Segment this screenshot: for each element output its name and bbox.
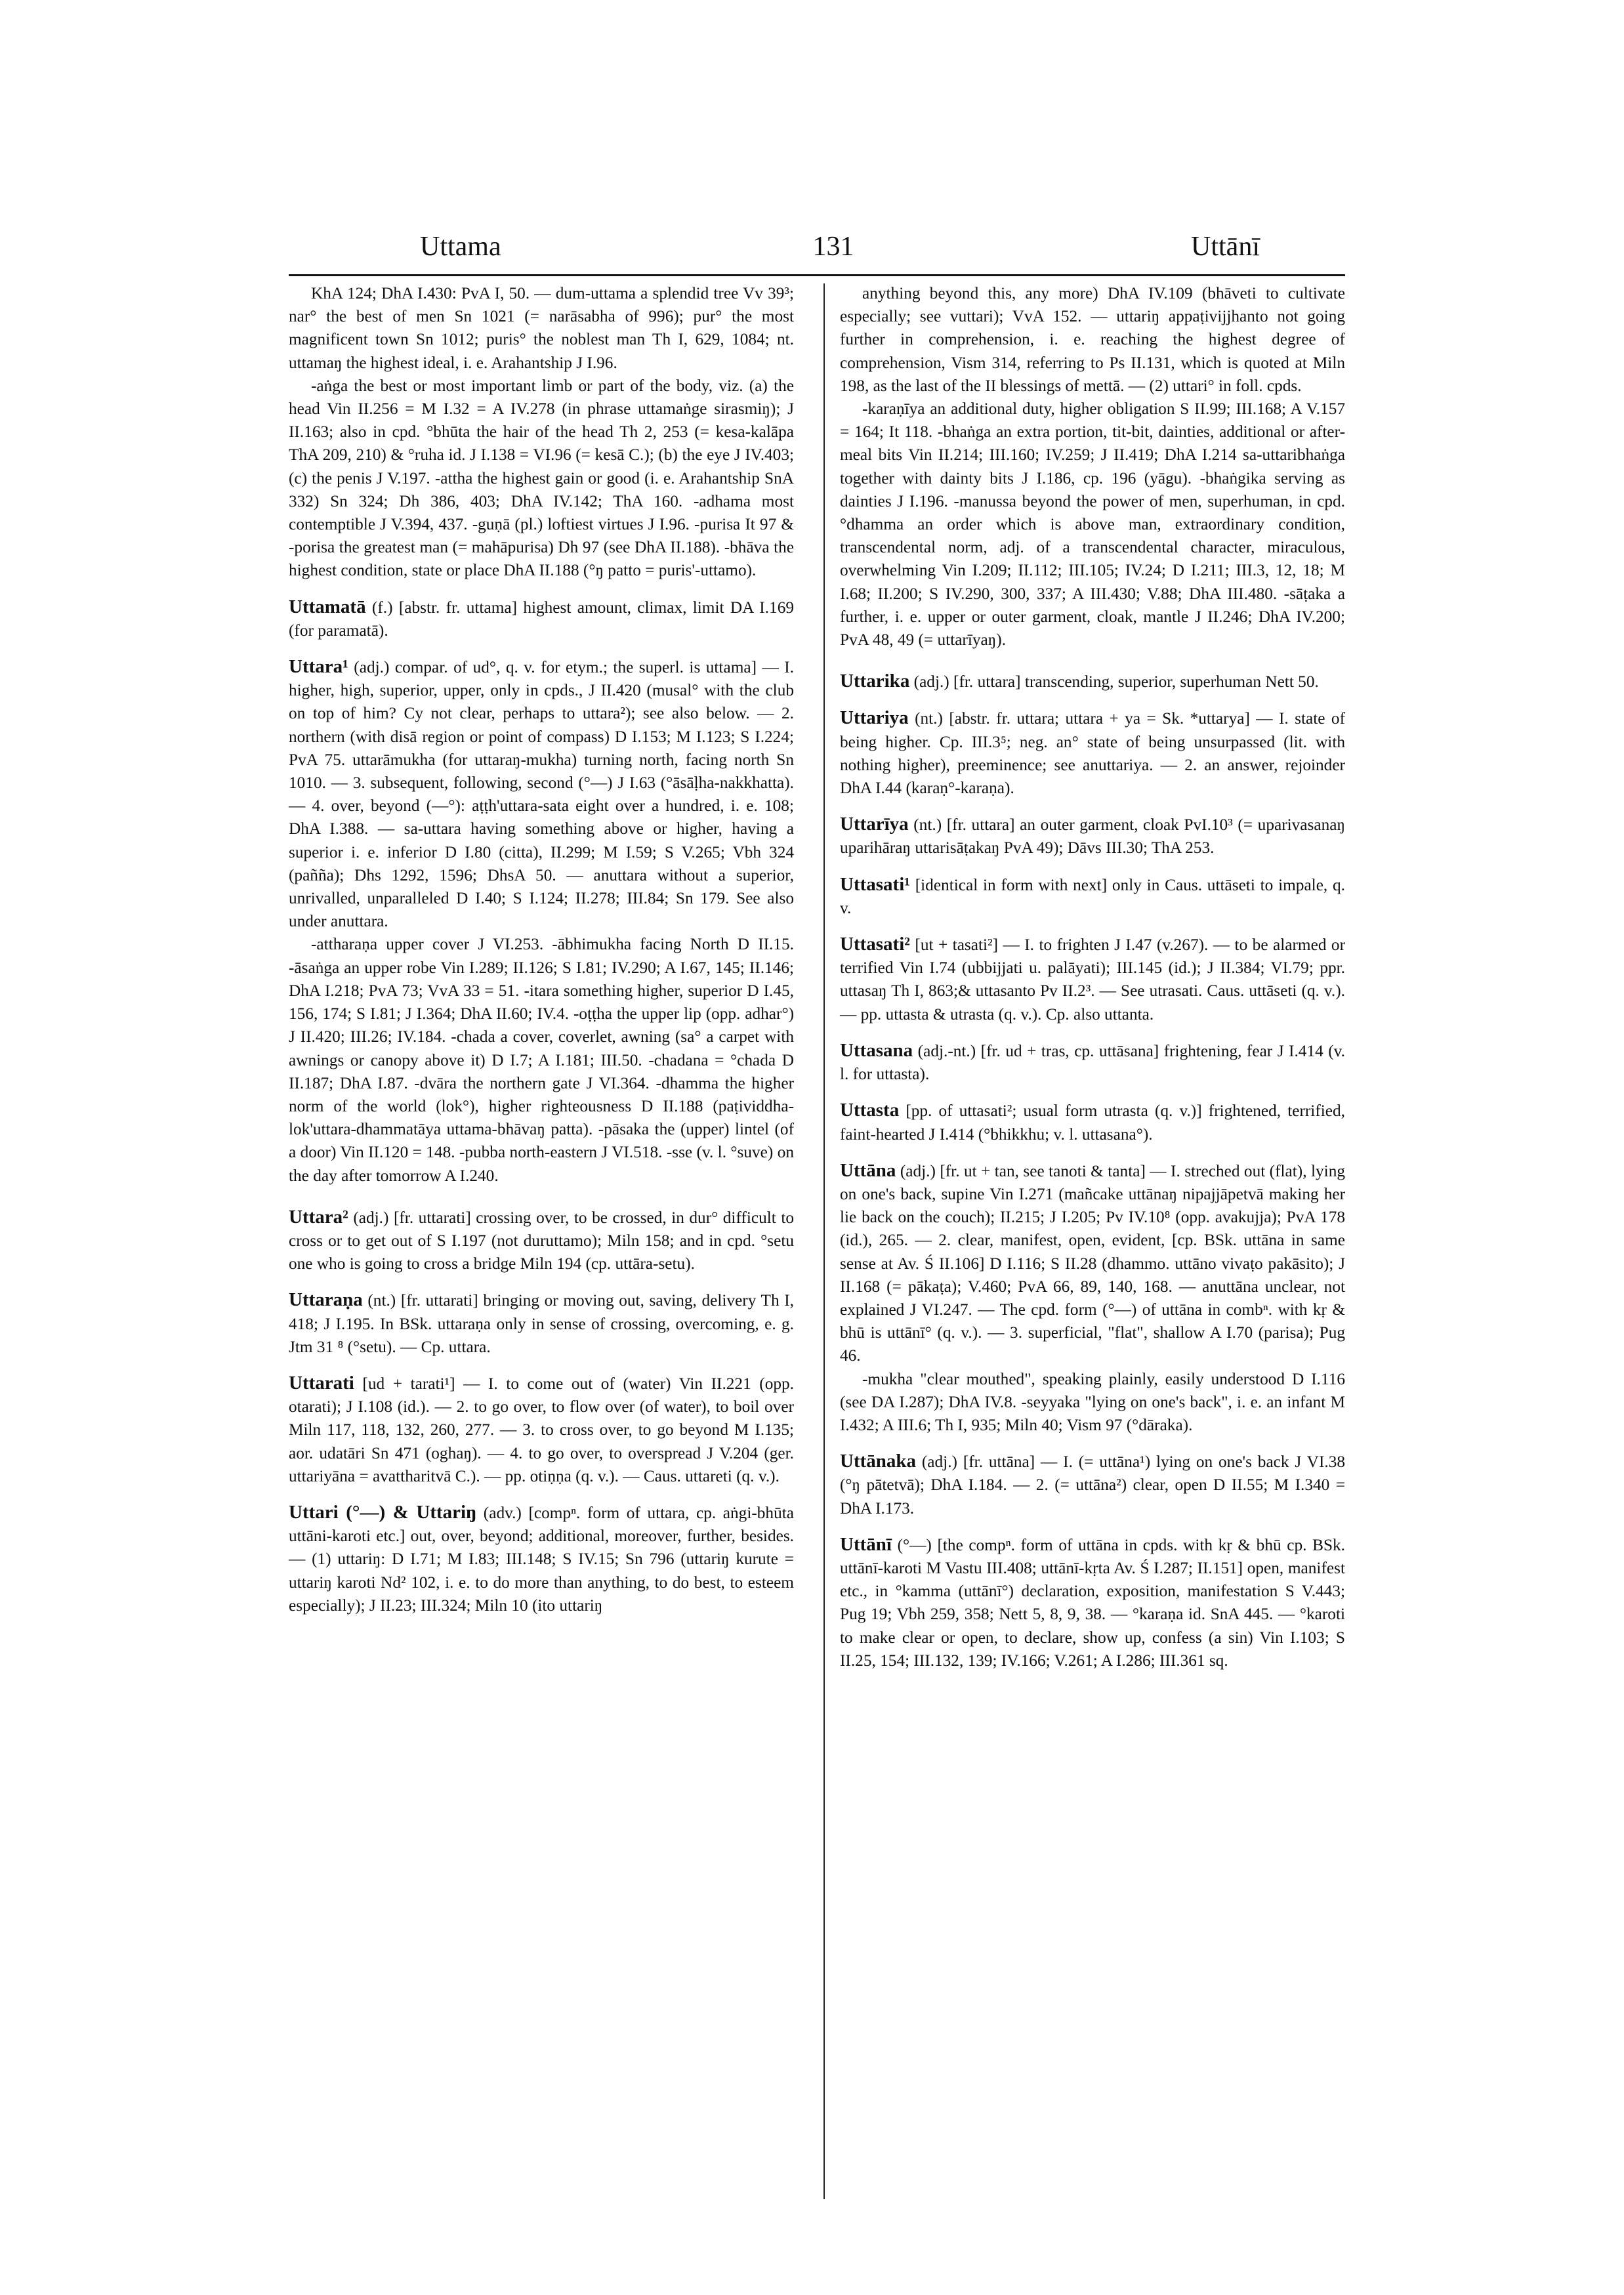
- dictionary-entry: [840, 670, 1345, 693]
- column-divider: [823, 283, 825, 2199]
- entry-headword: Uttasta: [840, 1100, 900, 1121]
- entry-paragraph: KhA 124; DhA I.430: PvA I, 50. — dum-uttama a splendid tree Vv 39³; nar° the best of men Sn 1021 (= narāsabha of 996); pur° the most magnificent town Sn 1012; puris° the noblest man Th I, 629, 1084; nt. uttamaŋ the highest ideal, i. e. Arahantship J I.96.: [289, 284, 794, 372]
- entry-definition: (adj.) [fr. ut + tan, see tanoti & tanta] — I. streched out (flat), lying on one's back, supine Vin I.271 (mañcake uttānaŋ nipajjāpetvā making her lie back on the couch); II.215; J I.205; Pv IV.10⁸ (opp. avakujja); PvA 178 (id.), 265. — 2. clear, manifest, open, evident, [cp. BSk. uttāna in same sense at Av. Ś II.106] D I.116; S II.28 (dhammo. uttāno vivaṭo pakāsito); J II.168 (= pākaṭa); V.460; PvA 66, 89, 140, 168. — anuttāna unclear, not explained J VI.247. — The cpd. form (°—) of uttāna in combⁿ. with kṛ & bhū is uttānī° (q. v.). — 3. superficial, "flat", shallow A I.70 (parisa); Pug 46.: [840, 1161, 1345, 1365]
- entry-headword: Uttarika: [840, 671, 910, 692]
- dictionary-entry: [840, 813, 1345, 859]
- entry-definition: (adj.) compar. of ud°, q. v. for etym.; the superl. is uttama] — I. higher, high, superior, upper, only in cpds., J II.420 (musal° with the club on top of him? Cy not clear, perhaps to uttara²); see also below. — 2. northern (with disā region or point of compass) D I.153; M I.123; S I.224; PvA 75. uttarāmukha (for uttaraŋ-mukha) turning north, facing north Sn 1010. — 3. subsequent, following, second (°—) J I.63 (°āsāḷha-nakkhatta). — 4. over, beyond (—°): aṭṭh'uttara-sata eight over a hundred, i. e. 108; DhA I.388. — sa-uttara having something above or higher, having a superior i. e. inferior D I.80 (citta), II.299; M I.59; S V.265; Vbh 324 (pañña); Dhs 1292, 1596; DhsA 50. — anuttara without a superior, unrivalled, unparalleled D I.40; S I.124; II.278; III.84; Sn 179. See also under anuttara.: [289, 658, 794, 931]
- dictionary-entry: [289, 1206, 794, 1276]
- entry-headword: Uttānaka: [840, 1451, 917, 1472]
- entry-definition: (adj.) [fr. uttarati] crossing over, to be crossed, in dur° difficult to cross or to get out of S I.197 (not duruttamo); Miln 158; and in cpd. °setu one who is going to cross a bridge Miln 194 (cp. uttāra-setu).: [289, 1208, 794, 1273]
- page-header: [420, 231, 1260, 264]
- entry-headword: Uttānī: [840, 1533, 892, 1555]
- entry-definition: (°—) [the compⁿ. form of uttāna in cpds. with kṛ & bhū cp. BSk. uttānī-karoti M Vastu III.408; uttānī-kṛta Av. Ś I.287; II.151] open, manifest etc., in °kamma (uttānī°) declaration, exposition, manifestation S V.443; Pug 19; Vbh 259, 358; Nett 5, 8, 9, 38. — °karaṇa id. SnA 445. — °karoti to make clear or open, to declare, show up, confess (a sin) Vin I.103; S II.25, 154; III.132, 139; IV.166; V.261; A I.286; III.361 sq.: [840, 1535, 1345, 1670]
- left-column: [289, 282, 794, 1617]
- entry-headword: Uttasana: [840, 1039, 913, 1061]
- dictionary-entry: [840, 1450, 1345, 1520]
- dictionary-entry: [840, 873, 1345, 920]
- entry-definition: [ut + tasati²] — I. to frighten J I.47 (v.267). — to be alarmed or terrified Vin I.74 (ubbijjati u. palāyati); III.145 (id.); J II.384; VI.79; ppr. uttasaŋ Th I, 863;& uttasanto Pv II.2³. — See utrasati. Caus. uttāseti (q. v.). — pp. uttasta & utrasta (q. v.). Cp. also uttanta.: [840, 936, 1345, 1023]
- entry-definition: [identical in form with next] only in Caus. uttāseti to impale, q. v.: [840, 875, 1345, 917]
- entry-definition: (f.) [abstr. fr. uttama] highest amount, climax, limit DA I.169 (for paramatā).: [289, 598, 794, 640]
- dictionary-entry: [840, 1039, 1345, 1086]
- entry-paragraph: anything beyond this, any more) DhA IV.109 (bhāveti to cultivate especially; see vuttari); VvA 152. — uttariŋ appaṭivijjhanto not going further in comprehension, i. e. reaching the highest degree of comprehension, Vism 314, referring to Ps II.131, which is quoted at Miln 198, as the last of the II blessings of mettā. — (2) uttari° in foll. cpds.: [840, 284, 1345, 395]
- dictionary-entry: [289, 1372, 794, 1488]
- dictionary-entry: [840, 1533, 1345, 1672]
- dictionary-entry: [289, 1501, 794, 1617]
- entry-headword: Uttasati¹: [840, 873, 910, 895]
- entry-headword: Uttasati²: [840, 934, 910, 955]
- header-rule: [289, 274, 1345, 276]
- entry-headword: Uttara¹: [289, 656, 348, 678]
- dictionary-entry: [840, 1099, 1345, 1146]
- entry-headword: Uttamatā: [289, 596, 366, 617]
- entry-definition: (nt.) [fr. uttarati] bringing or moving out, saving, delivery Th I, 418; J I.195. In BSk. uttaraṇa only in sense of crossing, overcoming, e. g. Jtm 31 ⁸ (°setu). — Cp. uttara.: [289, 1291, 794, 1356]
- entry-headword: Uttāna: [840, 1159, 896, 1181]
- dictionary-entry: [289, 655, 794, 933]
- page-number: 131: [812, 232, 854, 262]
- entry-headword: Uttaraṇa: [289, 1289, 363, 1311]
- entry-definition: (adj.) [fr. uttāna] — I. (= uttāna¹) lying on one's back J VI.38 (°ŋ pātetvā); DhA I.184. — 2. (= uttāna²) clear, open D II.55; M I.340 = DhA I.173.: [840, 1453, 1345, 1518]
- entry-headword: Uttariya: [840, 707, 909, 729]
- entry-headword: Uttarīya: [840, 814, 909, 835]
- entry-definition: [pp. of uttasati²; usual form utrasta (q. v.)] frightened, terrified, faint-hearted J I.414 (°bhikkhu; v. l. uttasana°).: [840, 1102, 1345, 1144]
- entry-definition: (adv.) [compⁿ. form of uttara, cp. aṅgi-bhūta uttāni-karoti etc.] out, over, beyond; additional, moreover, further, besides. — (1) uttariŋ: D I.71; M I.83; III.148; S IV.15; Sn 796 (uttariŋ kurute = uttariŋ karoti Nd² 102, i. e. to do more than anything, to do best, to esteem especially); J II.23; III.324; Miln 10 (ito uttariŋ: [289, 1503, 794, 1615]
- entry-headword: Uttarati: [289, 1372, 354, 1394]
- right-column: [840, 282, 1345, 1672]
- dictionary-entry: [289, 596, 794, 642]
- dictionary-entry: [840, 1159, 1345, 1368]
- entry-definition: [ud + tarati¹] — I. to come out of (water) Vin II.221 (opp. otarati); J I.108 (id.). — 2. to go over, to flow over (of water), to boil over Miln 117, 118, 132, 260, 277. — 3. to cross over, to go beyond M I.135; aor. udatāri Sn 471 (oghaŋ). — 4. to go over, to overspread J V.204 (ger. uttariyāna = avattharitvā C.). — pp. otiṇṇa (q. v.). — Caus. uttareti (q. v.).: [289, 1374, 794, 1485]
- dictionary-entry: [289, 1289, 794, 1359]
- entry-paragraph: -aṅga the best or most important limb or part of the body, viz. (a) the head Vin II.256 = M I.32 = A IV.278 (in phrase uttamaṅge sirasmiŋ); J II.163; also in cpd. °bhūta the hair of the head Th 2, 253 (= kesa-kalāpa ThA 209, 210) & °ruha id. J I.138 = VI.96 (= kesā C.); (b) the eye J IV.403; (c) the penis J V.197. -attha the highest gain or good (i. e. Arahantship SnA 332) Sn 324; Dh 386, 403; DhA IV.142; ThA 160. -adhama most contemptible J V.394, 437. -guṇā (pl.) loftiest virtues J I.96. -purisa It 97 & -porisa the greatest man (= mahāpurisa) Dh 97 (see DhA II.188). -bhāva the highest condition, state or place DhA II.188 (°ŋ patto = puris'-uttamo).: [289, 376, 794, 580]
- entry-paragraph: -karaṇīya an additional duty, higher obligation S II.99; III.168; A V.157 = 164; It 118. -bhaṅga an extra portion, tit-bit, dainties, additional or after-meal bits Vin II.214; III.160; IV.259; J II.419; DhA I.214 sa-uttaribhaṅga together with dainty bits J I.186, cp. 196 (yāgu). -bhaṅgika serving as dainties J I.196. -manussa beyond the power of men, superhuman, in cpd. °dhamma an order which is above man, extraordinary condition, transcendental norm, adj. of a transcendental character, miraculous, overwhelming Vin I.209; II.112; III.105; IV.24; D I.211; III.3, 12, 18; M I.68; II.200; S IV.290, 300, 337; A III.430; V.88; DhA III.480. -sāṭaka a further, i. e. upper or outer garment, cloak, mantle J II.246; DhA IV.200; PvA 48, 49 (= uttarīyaŋ).: [840, 400, 1345, 650]
- header-left-guideword: Uttama: [420, 232, 501, 262]
- entry-paragraph: -attharaṇa upper cover J VI.253. -ābhimukha facing North D II.15. -āsaṅga an upper robe Vin I.289; II.126; S I.81; IV.290; A I.67, 145; II.146; DhA I.218; PvA 73; VvA 33 = 51. -itara something higher, superior D I.45, 156, 174; S I.81; J I.364; DhA II.60; IV.4. -oṭṭha the upper lip (opp. adhar°) J II.420; III.26; IV.184. -chada a cover, coverlet, awning (sa° a carpet with awnings or canopy above it) D I.7; A I.181; III.50. -chadana = °chada D II.187; DhA I.87. -dvāra the northern gate J VI.364. -dhamma the higher norm of the world (lok°), higher righteousness D II.188 (paṭividdha-lok'uttara-dhammatāya uttama-bhāvaŋ patta). -pāsaka the (upper) lintel (of a door) Vin II.120 = 148. -pubba north-eastern J VI.518. -sse (v. l. °suve) on the day after tomorrow A I.240.: [289, 935, 794, 1185]
- header-right-guideword: Uttānī: [1191, 232, 1260, 262]
- entry-paragraph: -mukha "clear mouthed", speaking plainly, easily understood D I.116 (see DA I.287); DhA IV.8. -seyyaka "lying on one's back", i. e. an infant M I.432; A III.6; Th I, 935; Miln 40; Vism 97 (°dāraka).: [840, 1369, 1345, 1434]
- entry-definition: (adj.) [fr. uttara] transcending, superior, superhuman Nett 50.: [909, 672, 1319, 692]
- entry-definition: (nt.) [abstr. fr. uttara; uttara + ya = Sk. *uttarya] — I. state of being higher. Cp. III.3⁵; neg. an° state of being unsurpassed (lit. with nothing higher), preeminence; see anuttariya. — 2. an answer, rejoinder DhA I.44 (karaṇ°-karaṇa).: [840, 709, 1345, 798]
- entry-headword: Uttari (°—) & Uttariŋ: [289, 1501, 477, 1523]
- dictionary-entry: [840, 707, 1345, 800]
- dictionary-entry: [840, 933, 1345, 1026]
- entry-definition: (nt.) [fr. uttara] an outer garment, cloak PvI.10³ (= uparivasanaŋ uparihāraŋ uttarisāṭakaŋ PvA 49); Dāvs III.30; ThA 253.: [840, 816, 1345, 858]
- entry-headword: Uttara²: [289, 1206, 348, 1228]
- entry-definition: (adj.-nt.) [fr. ud + tras, cp. uttāsana] frightening, fear J I.414 (v. l. for uttasta).: [840, 1041, 1345, 1084]
